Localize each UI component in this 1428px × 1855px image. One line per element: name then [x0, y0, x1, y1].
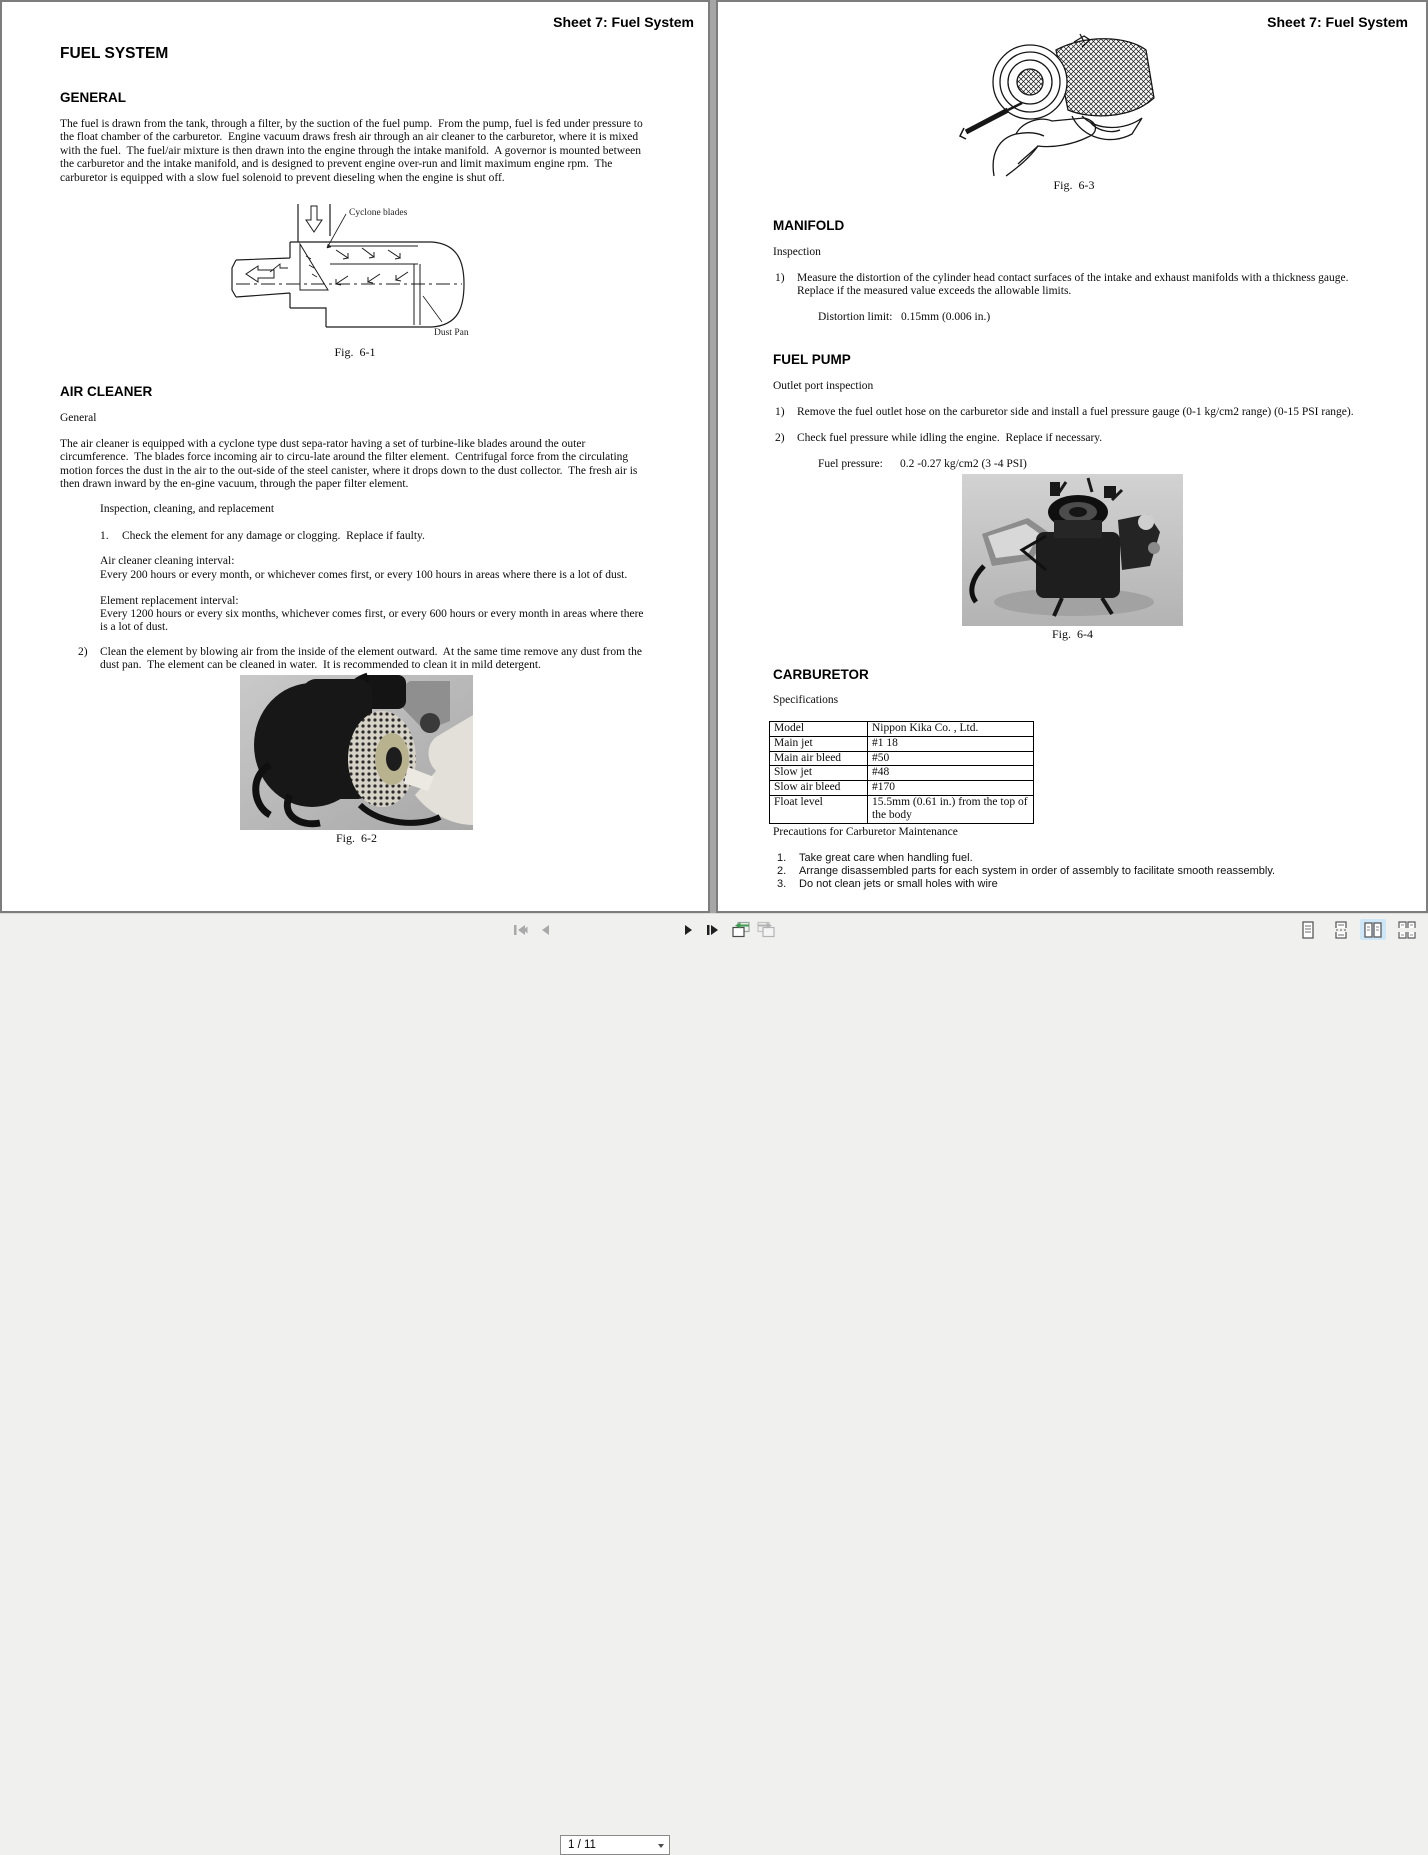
- replacement-interval-label: Element replacement interval:: [100, 595, 239, 607]
- last-page-icon: [705, 924, 721, 936]
- dust-pan-label: Dust Pan: [434, 328, 469, 338]
- single-page-view-icon: [1298, 920, 1318, 940]
- cleaning-interval-text: Every 200 hours or every month, or whichever comes first, or every 100 hours in areas where there is a lot of dust.: [100, 569, 628, 581]
- right-page: [716, 0, 1428, 913]
- previous-page-button[interactable]: [534, 919, 556, 940]
- fuel-pump-subheading: Outlet port inspection: [773, 380, 874, 392]
- precautions-heading: Precautions for Carburetor Maintenance: [773, 826, 958, 838]
- chevron-down-icon: [658, 1844, 664, 1848]
- list-text: Check the element for any damage or clogging. Replace if faulty.: [122, 530, 425, 542]
- two-page-view-button[interactable]: [1360, 919, 1386, 940]
- table-row: [770, 751, 1034, 766]
- list-item: [775, 272, 1375, 299]
- previous-view-button[interactable]: [729, 919, 753, 940]
- list-text: Clean the element by blowing air from the inside of the element outward. At the same time remove any dust from the dust pan. The element can be cleaned in water. It is recommended to clean it in mild detergent.: [100, 646, 645, 672]
- list-number: 1.: [777, 852, 787, 864]
- spec-value: 15.5mm (0.61 in.) from the top of the body: [868, 795, 1034, 823]
- page-title: FUEL SYSTEM: [60, 45, 169, 62]
- list-number: 1.: [100, 530, 109, 542]
- left-page: [0, 0, 710, 913]
- right-page-header: Sheet 7: Fuel System: [1267, 14, 1408, 30]
- two-page-view-icon: [1362, 920, 1384, 940]
- next-page-icon: [683, 924, 695, 936]
- list-item: [777, 878, 1397, 891]
- figure-6-3-caption: Fig. 6-3: [1053, 178, 1095, 192]
- air-cleaner-paragraph: The air cleaner is equipped with a cyclone type dust sepa-rator having a set of turbine-like blades around the outer circumference. The blades force incoming air to circu-late around the filter element. Centrifugal force from the circulating motion forces the dust in the air to the out-side of the steel canister, where it drops down to the dust collector. The fresh air is then drawn inward by the en-gine vacuum, through the paper filter element.: [60, 438, 641, 491]
- table-row: [770, 736, 1034, 751]
- air-cleaner-heading: AIR CLEANER: [60, 384, 153, 399]
- spec-label: Model: [770, 722, 868, 737]
- figure-6-3-drawing: [956, 24, 1192, 176]
- left-page-header: Sheet 7: Fuel System: [553, 14, 694, 30]
- last-page-button[interactable]: [702, 919, 724, 940]
- spec-value: #1 18: [868, 736, 1034, 751]
- spec-value: #50: [868, 751, 1034, 766]
- table-row: [770, 795, 1034, 823]
- list-number: 2): [775, 432, 785, 444]
- list-number: 2.: [777, 865, 787, 877]
- continuous-view-icon: [1331, 920, 1351, 940]
- general-heading: GENERAL: [60, 90, 127, 105]
- spec-value: Nippon Kika Co. , Ltd.: [868, 722, 1034, 737]
- page-number-combobox[interactable]: [560, 1835, 670, 1855]
- viewer-toolbar: [0, 913, 1428, 1851]
- figure-6-1-diagram: [230, 198, 480, 343]
- single-page-view-button[interactable]: [1296, 919, 1320, 940]
- list-item: [100, 530, 640, 543]
- fuel-pump-heading: FUEL PUMP: [773, 352, 851, 367]
- fuel-pressure-value: 0.2 -0.27 kg/cm2 (3 -4 PSI): [900, 458, 1027, 470]
- spec-label: Slow air bleed: [770, 781, 868, 796]
- list-item: [777, 852, 1397, 865]
- next-page-button[interactable]: [678, 919, 700, 940]
- air-cleaner-subheading: General: [60, 412, 97, 424]
- carburetor-heading: CARBURETOR: [773, 667, 869, 682]
- list-text: Remove the fuel outlet hose on the carburetor side and install a fuel pressure gauge (0-1 kg/cm2 range) (0-15 PSI range).: [797, 406, 1354, 418]
- figure-6-2-photo: [240, 675, 473, 830]
- list-item: [777, 865, 1397, 878]
- list-text: Measure the distortion of the cylinder head contact surfaces of the intake and exhaust manifolds with a thickness gauge. Replace if the measured value exceeds the allowable limits.: [797, 272, 1355, 298]
- list-item: [775, 406, 1385, 419]
- figure-6-1-caption: Fig. 6-1: [334, 345, 376, 359]
- list-number: 1): [775, 406, 785, 418]
- list-text: Do not clean jets or small holes with wire: [799, 878, 998, 890]
- list-text: Check fuel pressure while idling the engine. Replace if necessary.: [797, 432, 1103, 444]
- spec-value: #48: [868, 766, 1034, 781]
- list-item: [78, 646, 648, 673]
- manifold-heading: MANIFOLD: [773, 218, 845, 233]
- list-number: 1): [775, 272, 785, 284]
- table-row: [770, 781, 1034, 796]
- spec-label: Float level: [770, 795, 868, 823]
- air-cleaner-service-photo: [240, 675, 473, 830]
- table-row: [770, 766, 1034, 781]
- document-area: [0, 0, 1428, 913]
- figure-6-2-caption: Fig. 6-2: [335, 831, 377, 845]
- next-view-button[interactable]: [754, 919, 778, 940]
- fuel-pressure-label: Fuel pressure:: [818, 458, 883, 470]
- replacement-interval-text: Every 1200 hours or every six months, whichever comes first, or every 600 hours or every month in areas where there is a lot of dust.: [100, 608, 647, 634]
- spec-value: #170: [868, 781, 1034, 796]
- two-page-continuous-view-icon: [1396, 920, 1418, 940]
- manifold-subheading: Inspection: [773, 246, 821, 258]
- spec-label: Main air bleed: [770, 751, 868, 766]
- spec-label: Main jet: [770, 736, 868, 751]
- list-text: Take great care when handling fuel.: [799, 852, 973, 864]
- continuous-view-button[interactable]: [1329, 919, 1353, 940]
- filter-element-blowout-drawing: [956, 24, 1192, 176]
- first-page-icon: [513, 924, 528, 936]
- first-page-button[interactable]: [509, 919, 531, 940]
- list-text: Arrange disassembled parts for each system in order of assembly to facilitate smooth reassembly.: [799, 865, 1276, 877]
- next-view-icon: [756, 921, 776, 938]
- table-row: [770, 722, 1034, 737]
- cleaning-interval-label: Air cleaner cleaning interval:: [100, 555, 235, 567]
- figure-6-4-caption: Fig. 6-4: [1051, 627, 1093, 641]
- previous-view-icon: [731, 921, 751, 938]
- distortion-limit: Distortion limit: 0.15mm (0.006 in.): [818, 311, 991, 323]
- list-item: [775, 432, 1385, 445]
- page-indicator: 1 / 11: [568, 1839, 596, 1851]
- cyclone-blades-label: Cyclone blades: [349, 208, 408, 218]
- inspection-subheading: Inspection, cleaning, and replacement: [100, 503, 275, 515]
- previous-page-icon: [539, 924, 551, 936]
- general-paragraph: The fuel is drawn from the tank, through a filter, by the suction of the fuel pump. From the pump, fuel is fed under pressure to the float chamber of the carburetor. Engine vacuum draws fresh air through an air cleaner to the carburetor, where it is mixed with the fuel. The fuel/air mixture is then drawn into the engine through the intake manifold. A governor is mounted between the carburetor and the intake manifold, and is designed to prevent engine over-run and limit maximum engine rpm. The carburetor is equipped with a slow fuel solenoid to prevent dieseling when the engine is shut off.: [60, 118, 646, 184]
- carburetor-spec-table: [769, 721, 1034, 824]
- spec-label: Slow jet: [770, 766, 868, 781]
- list-number: 2): [78, 646, 88, 658]
- list-number: 3.: [777, 878, 787, 890]
- carburetor-photo: [962, 474, 1183, 626]
- two-page-continuous-view-button[interactable]: [1394, 919, 1420, 940]
- carburetor-subheading: Specifications: [773, 694, 839, 706]
- cyclone-air-cleaner-drawing: [230, 198, 480, 343]
- figure-6-4-photo: [962, 474, 1183, 626]
